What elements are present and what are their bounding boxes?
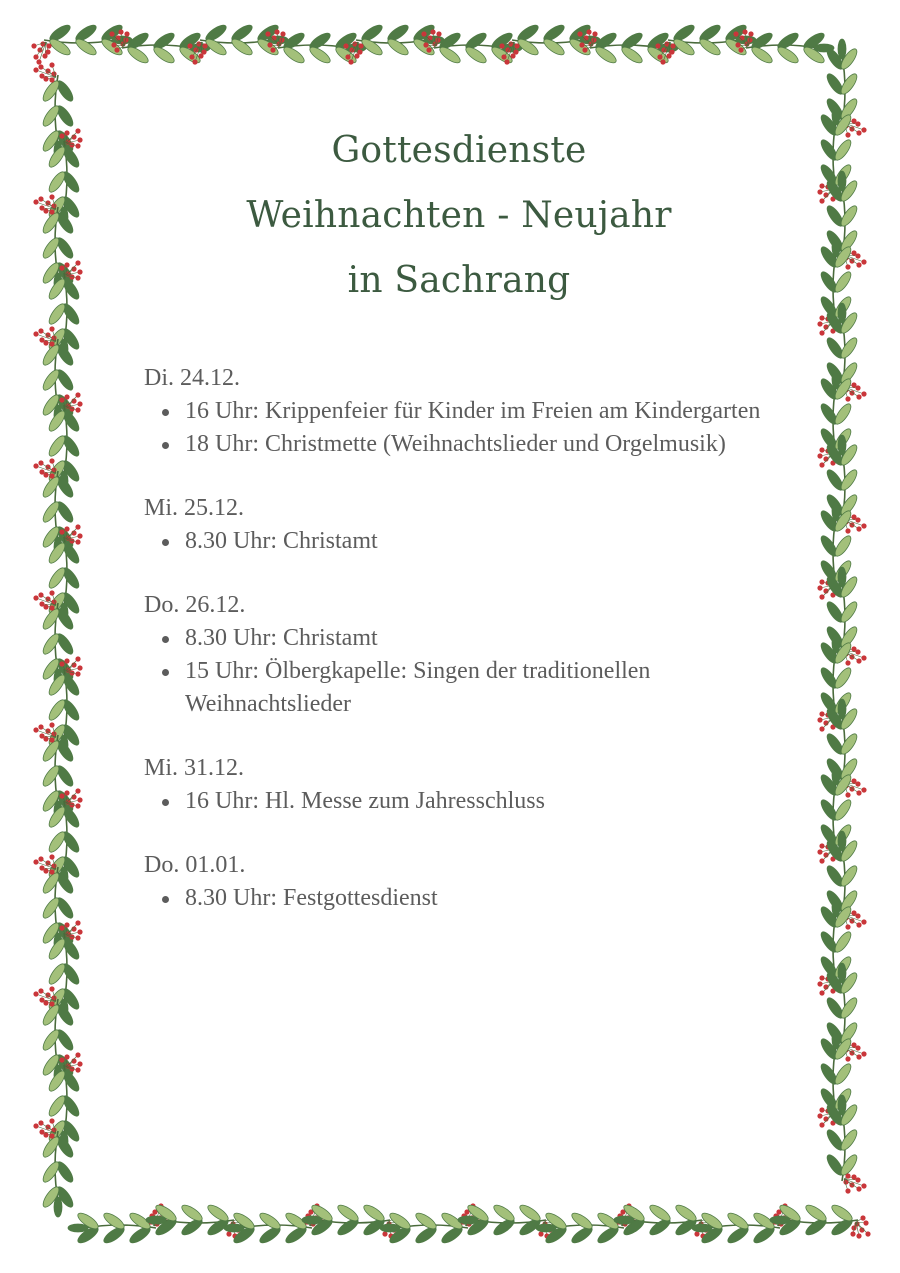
event-item (144, 395, 784, 428)
day-block (144, 492, 784, 558)
day-label: Mi. 31.12. (144, 755, 245, 781)
event-list (144, 525, 784, 558)
mistletoe-sprig-icon (302, 1202, 403, 1238)
bullet-icon (162, 636, 169, 643)
page-title (0, 118, 900, 313)
day-label: Do. 01.01. (144, 852, 246, 878)
event-text: 8.30 Uhr: Festgottesdienst (185, 885, 438, 911)
day-block (144, 752, 784, 818)
event-item (144, 622, 784, 655)
day-label: Di. 24.12. (144, 365, 240, 391)
day-block (144, 849, 784, 915)
event-item (144, 655, 784, 721)
mistletoe-sprig-icon (146, 1202, 247, 1238)
event-text: 16 Uhr: Hl. Messe zum Jahresschluss (185, 788, 545, 814)
mistletoe-sprig-icon (224, 1203, 325, 1245)
bullet-icon (162, 896, 169, 903)
mistletoe-sprig-icon (187, 22, 288, 64)
event-item (144, 525, 784, 558)
mistletoe-sprig-icon (733, 29, 834, 65)
mistletoe-sprig-icon (458, 1202, 559, 1238)
event-item (144, 882, 784, 915)
mistletoe-sprig-icon (824, 1095, 866, 1194)
mistletoe-sprig-icon (31, 22, 132, 64)
bullet-icon (162, 539, 169, 546)
mistletoe-sprig-icon (343, 22, 444, 64)
mistletoe-sprig-icon (499, 22, 600, 64)
bullet-icon (162, 409, 169, 416)
bullet-icon (162, 442, 169, 449)
event-text: 16 Uhr: Krippenfeier für Kinder im Freien am Kindergarten (185, 398, 761, 424)
bullet-icon (162, 669, 169, 676)
title-line-3: in Sachrang (347, 260, 571, 301)
day-label: Do. 26.12. (144, 592, 246, 618)
mistletoe-sprig-icon (68, 1203, 169, 1245)
day-block (144, 362, 784, 461)
title-line-1: Gottesdienste (331, 130, 587, 171)
mistletoe-sprig-icon (770, 1202, 871, 1238)
event-text: 18 Uhr: Christmette (Weihnachtslieder und Orgelmusik) (185, 431, 726, 457)
event-list (144, 395, 784, 461)
event-list (144, 622, 784, 721)
day-block (144, 589, 784, 721)
bullet-icon (162, 799, 169, 806)
title-line-2: Weihnachten - Neujahr (246, 195, 672, 236)
event-list (144, 882, 784, 915)
event-text: 8.30 Uhr: Christamt (185, 625, 378, 651)
service-schedule (144, 362, 784, 946)
event-text: 8.30 Uhr: Christamt (185, 528, 378, 554)
event-list (144, 785, 784, 818)
mistletoe-sprig-icon (655, 22, 756, 64)
mistletoe-sprig-icon (614, 1202, 715, 1238)
mistletoe-sprig-icon (692, 1203, 793, 1245)
event-item (144, 428, 784, 461)
day-label: Mi. 25.12. (144, 495, 245, 521)
mistletoe-sprig-icon (536, 1203, 637, 1245)
event-item (144, 785, 784, 818)
mistletoe-sprig-icon (380, 1203, 481, 1245)
event-text: 15 Uhr: Ölbergkapelle: Singen der traditionellen Weihnachtslieder (185, 658, 651, 717)
